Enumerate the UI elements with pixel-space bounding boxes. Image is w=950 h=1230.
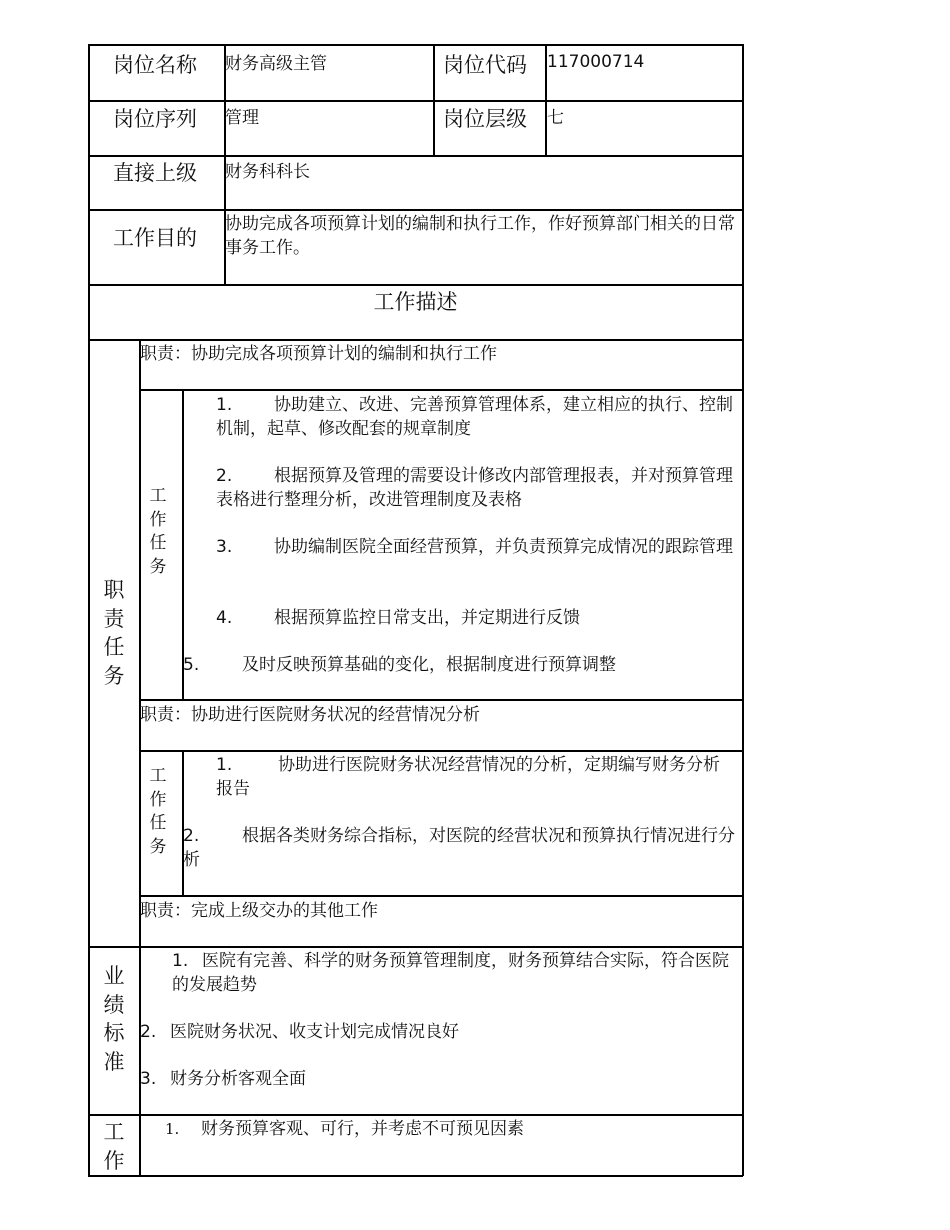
purpose-label: 工作目的 — [113, 226, 197, 250]
task-number: 4. — [216, 608, 233, 628]
superior-value: 财务科科长 — [225, 162, 310, 182]
duty-1-title: 职责：协助完成各项预算计划的编制和执行工作 — [140, 344, 497, 364]
job-description-table — [88, 44, 743, 1176]
level-label: 岗位层级 — [443, 107, 527, 131]
rule-duties-col — [139, 339, 141, 1176]
item-number: 1. — [172, 951, 189, 971]
performance-label: 业绩标准 — [103, 964, 125, 1074]
duty-1-task-3 — [216, 535, 734, 559]
duty-3-title: 职责：完成上级交办的其他工作 — [140, 901, 378, 921]
duty-1-task-1 — [216, 393, 734, 441]
description-title: 工作描述 — [373, 290, 458, 314]
performance-item-1 — [172, 949, 736, 997]
rule-mid-col — [433, 44, 435, 156]
task-label-2: 工作任务 — [149, 766, 167, 857]
rule-top — [88, 44, 743, 46]
task-number: 3. — [216, 537, 233, 557]
duty-1-task-2 — [216, 464, 734, 512]
position-code-value: 117000714 — [547, 52, 645, 72]
task-text: 协助建立、改进、完善预算管理体系，建立相应的执行、控制机制，起草、修改配套的规章制度 — [216, 395, 733, 439]
duty-2-task-2 — [183, 824, 736, 872]
rule-row3 — [88, 209, 743, 211]
task-text: 根据预算及管理的需要设计修改内部管理报表，并对预算管理表格进行整理分析，改进管理制度及表格 — [216, 466, 733, 510]
duty-2-task-1 — [216, 753, 736, 801]
task-label-1: 工作任务 — [149, 486, 167, 577]
rule-right — [742, 44, 744, 1176]
sequence-value: 管理 — [225, 108, 259, 128]
task-number: 2. — [216, 466, 233, 486]
rule-row4 — [88, 284, 743, 286]
task-text: 及时反映预算基础的变化，根据制度进行预算调整 — [242, 655, 616, 675]
position-name-label: 岗位名称 — [113, 53, 197, 77]
item-number: 1. — [165, 1120, 180, 1138]
duties-label: 职责任务 — [103, 578, 125, 688]
position-name-value: 财务高级主管 — [225, 54, 327, 74]
rule-duty2-title — [139, 750, 743, 752]
work-label: 工作 — [103, 1120, 125, 1173]
task-number: 5. — [183, 655, 200, 675]
rule-row5 — [88, 339, 743, 341]
rule-row1 — [88, 100, 743, 102]
performance-item-2 — [140, 1020, 459, 1044]
rule-duty1-title — [139, 389, 743, 391]
item-text: 财务分析客观全面 — [170, 1069, 306, 1089]
item-text: 医院有完善、科学的财务预算管理制度，财务预算结合实际，符合医院的发展趋势 — [172, 951, 729, 995]
duty-1-task-4 — [216, 606, 580, 630]
item-text: 医院财务状况、收支计划完成情况良好 — [170, 1022, 459, 1042]
rule-bottom — [88, 1175, 743, 1177]
item-text: 财务预算客观、可行，并考虑不可预见因素 — [201, 1119, 524, 1139]
level-value: 七 — [547, 108, 564, 128]
rule-duty1-tasks — [139, 699, 743, 701]
task-text: 根据预算监控日常支出，并定期进行反馈 — [274, 608, 580, 628]
task-number: 2. — [183, 826, 200, 846]
task-number: 1. — [216, 755, 233, 775]
purpose-value: 协助完成各项预算计划的编制和执行工作，作好预算部门相关的日常事务工作。 — [225, 214, 735, 258]
rule-performance-end — [88, 1114, 743, 1116]
task-text: 协助编制医院全面经营预算，并负责预算完成情况的跟踪管理 — [274, 537, 733, 557]
task-text: 根据各类财务综合指标，对医院的经营状况和预算执行情况进行分析 — [183, 826, 735, 870]
superior-label: 直接上级 — [113, 161, 197, 185]
task-text: 协助进行医院财务状况经营情况的分析，定期编写财务分析报告 — [216, 755, 720, 799]
rule-task-col2 — [182, 750, 184, 896]
item-number: 3. — [140, 1069, 157, 1089]
work-item-1 — [165, 1117, 524, 1141]
position-code-label: 岗位代码 — [443, 53, 527, 77]
sequence-label: 岗位序列 — [113, 107, 197, 131]
performance-item-3 — [140, 1067, 306, 1091]
rule-duties-end — [88, 946, 743, 948]
rule-duty2-tasks — [139, 895, 743, 897]
duty-2-title: 职责：协助进行医院财务状况的经营情况分析 — [140, 705, 480, 725]
duty-1-task-5 — [183, 653, 616, 677]
item-number: 2. — [140, 1022, 157, 1042]
rule-left — [88, 44, 90, 1176]
task-number: 1. — [216, 395, 233, 415]
rule-row2 — [88, 155, 743, 157]
